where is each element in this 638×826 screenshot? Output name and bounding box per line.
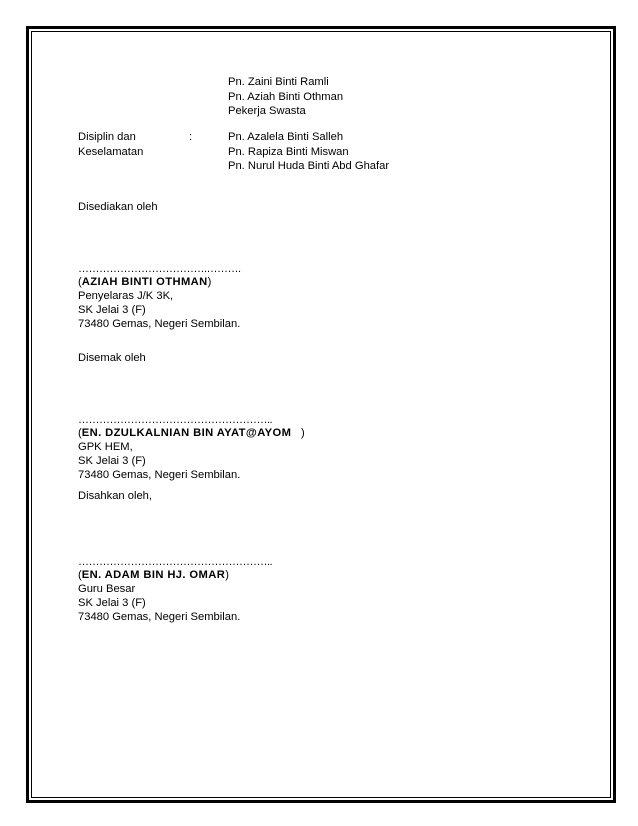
- reviewed-heading: Disemak oleh: [78, 352, 146, 364]
- prepared-heading: Disediakan oleh: [78, 201, 158, 213]
- signature-line: ………………………………………………..: [78, 414, 273, 426]
- committee-member: Pn. Nurul Huda Binti Abd Ghafar: [228, 160, 390, 172]
- label-colon: :: [189, 131, 193, 143]
- signatory-title: Penyelaras J/K 3K,: [78, 290, 174, 302]
- signature-line: ………………………………………………..: [78, 556, 273, 568]
- committee-member: Pn. Azalela Binti Salleh: [228, 131, 344, 143]
- signatory-title: GPK HEM,: [78, 441, 133, 453]
- committee-member: Pn. Aziah Binti Othman: [228, 91, 344, 103]
- signature-line: ……………………………….……….: [78, 263, 241, 275]
- approved-heading: Disahkan oleh,: [78, 490, 153, 502]
- signatory-name-close: ): [301, 427, 305, 439]
- section-label: Keselamatan: [78, 146, 144, 158]
- committee-member: Pekerja Swasta: [228, 105, 306, 117]
- signatory-address: SK Jelai 3 (F): [78, 455, 146, 467]
- signatory-address: 73480 Gemas, Negeri Sembilan.: [78, 611, 241, 623]
- signatory-name: (EN. DZULKALNIAN BIN AYAT@AYOM: [78, 427, 292, 439]
- signatory-name: (EN. ADAM BIN HJ. OMAR): [78, 569, 229, 581]
- signatory-address: SK Jelai 3 (F): [78, 597, 146, 609]
- committee-member: Pn. Rapiza Binti Miswan: [228, 146, 349, 158]
- signatory-address: 73480 Gemas, Negeri Sembilan.: [78, 318, 241, 330]
- signatory-title: Guru Besar: [78, 583, 136, 595]
- signatory-address: SK Jelai 3 (F): [78, 304, 146, 316]
- signatory-name: (AZIAH BINTI OTHMAN): [78, 276, 212, 288]
- section-label: Disiplin dan: [78, 131, 136, 143]
- signatory-address: 73480 Gemas, Negeri Sembilan.: [78, 469, 241, 481]
- committee-member: Pn. Zaini Binti Ramli: [228, 76, 329, 88]
